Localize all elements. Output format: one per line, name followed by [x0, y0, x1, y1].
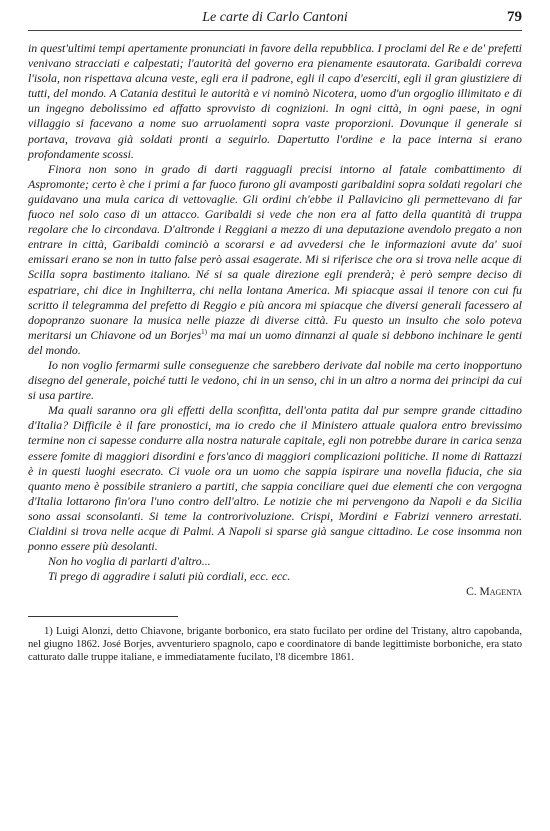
paragraph: Non ho voglia di parlarti d'altro... — [48, 554, 211, 569]
paragraph-text: Finora non sono in grado di darti ragguagli precisi intorno al fatale combattimento di Aspromonte; certo è che i primi a far fuoco furono gli avamposti garibaldini sopra soldati regolari che guidavano una mula carica di vettovaglie. Gli ordini ch'ebbe il Pallavicino gli permettevano di far fuoco nel solo caso di un attacco. Garibaldi si vede che non era al fatto della quantità di truppa regolare che lo circondava. D'altronde i Reggiani a mezzo di una deputazione avendolo pregato a non entrare in città, Garibaldi cominciò a scorarsi e ad avvedersi che le informazioni avute da' suoi emissari erano se non in tutto false però assai esagerate. Mi si riferisce che ora si trova nelle acque di Scilla sopra bastimento italiano. Né si sa quale direzione egli prenderà; è però sempre deciso di espatriare, chi dice in Inghilterra, chi nella lontana America. Mi spiacque assai il tenore con cui fu scritto il telegramma del prefetto di Reggio e più ancora mi spiacque che diversi generali facessero al dopopranzo suonare la musica nelle piazze di diverse città. Fu questo un insulto che solo poteva meritarsi un Chiavone od un Borjes — [28, 161, 522, 342]
paragraph: Io non voglio fermarmi sulle conseguenze che sarebbero derivate dal nobile ma certo inopportuno disegno del generale, poiché tutti le vedono, chi in un senso, chi in un altro a norma dei principi da cui si usa partire. — [28, 357, 522, 403]
paragraph — [28, 162, 522, 358]
running-title: Le carte di Carlo Cantoni — [202, 10, 348, 25]
footnote-text: Luigi Alonzi, detto Chiavone, brigante borbonico, era stato fucilato per ordine del Tristany, altro capobanda, nel giugno 1862. José Borjes, avventuriero spagnolo, capo e coordinatore di bande legittimiste borboniche, era stato catturato dalle truppe italiane, e immediatamente fucilato, l'8 dicembre 1861. — [28, 626, 522, 664]
paragraph: in quest'ultimi tempi apertamente pronunciati in favore della repubblica. I proclami del Re e de' prefetti venivano stracciati e calpestati; l'autorità del governo era pienamente esautorata. Garibaldi correva l'isola, non rispettava alcuna veste, egli era il padrone, egli il capo d'eserciti, egli il gran giustiziere di tutti, del mondo. A Catania destituì le autorità e vi nominò Nicotera, uomo d'un orgoglio illimitato e di un ingegno debolissimo ed affatto sprovvisto di cognizioni. In ogni città, in ogni paese, in ogni villaggio si facevano a nome suo arruolamenti sopra vaste proporzioni. Dovunque il generale si portava, trovava già soldati pronti a seguirlo. Dapertutto l'ordine e la pace interna si erano profondamente scossi. — [28, 41, 522, 161]
signature: C. Magenta — [466, 586, 522, 599]
paragraph: Ma quali saranno ora gli effetti della sconfitta, dell'onta patita dal pur sempre grande cittadino d'Italia? Difficile è il fare pronostici, ma io credo che il Ministero attuale qualora entro brevissimo termine non ci sapesse condurre alla nostra naturale capitale, egli non potrebbe durare in carica senza essere fomite di maggiori disordini e fors'anco di maggiori complicazioni politiche. Il nome di Rattazzi è in questi luoghi esecrato. Ci vuole ora un uomo che sappia ispirare una novella fiducia, che sia quanto meno è possibile straniero a partiti, che sappia conciliare quei due elementi che con vergogna d'Italia lottarono fin'ora l'uno contro dell'altro. Le notizie che mi pervengono da Napoli e da Sicilia sono assai sconsolanti. Si teme la controrivoluzione. Crispi, Mordini e Fabrizi vennero arrestati. Cialdini si trova nelle acque di Palmi. A Napoli si sparse già sangue cittadino. Le cose insomma non ponno essere più desolanti. — [28, 403, 522, 554]
letter-body — [28, 41, 522, 584]
paragraph: Ti prego di aggradire i saluti più cordiali, ecc. ecc. — [48, 569, 291, 584]
paragraph-text: ma mai un uomo dinnanzi al quale si debbono inchinare le genti del mondo. — [28, 327, 522, 357]
footnote-marker: 1) — [44, 626, 53, 638]
footnote-reference: 1) — [201, 327, 207, 336]
footnote-divider — [28, 616, 178, 617]
page-number: 79 — [507, 9, 522, 25]
page-header — [28, 6, 522, 31]
footnote — [28, 625, 522, 664]
